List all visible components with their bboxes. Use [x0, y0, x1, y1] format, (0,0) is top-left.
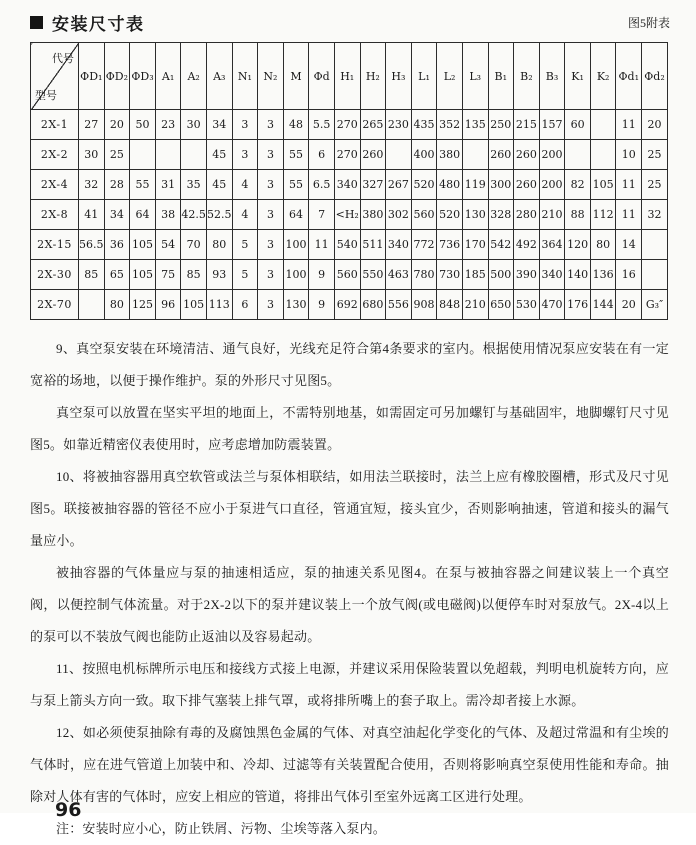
table-cell: 470	[539, 290, 565, 320]
table-cell: 463	[386, 260, 412, 290]
table-cell: 11	[616, 170, 642, 200]
table-cell: 352	[437, 110, 463, 140]
table-cell: 176	[565, 290, 591, 320]
column-header: H₃	[386, 43, 412, 110]
table-cell: 80	[104, 290, 130, 320]
table-cell: 105	[590, 170, 616, 200]
table-cell: 25	[642, 170, 668, 200]
table-cell: 42.5	[181, 200, 207, 230]
table-cell	[565, 140, 591, 170]
table-cell	[590, 110, 616, 140]
table-cell: 105	[130, 230, 156, 260]
table-cell: 14	[616, 230, 642, 260]
page-title: 安装尺寸表	[52, 15, 145, 34]
table-cell: 25	[104, 140, 130, 170]
table-row	[31, 230, 668, 260]
table-cell: 3	[232, 140, 258, 170]
table-cell: 267	[386, 170, 412, 200]
table-cell: 680	[360, 290, 386, 320]
table-cell: 5	[232, 260, 258, 290]
table-cell: 70	[181, 230, 207, 260]
table-cell: 135	[462, 110, 488, 140]
table-cell: 136	[590, 260, 616, 290]
table-cell: 170	[462, 230, 488, 260]
table-cell: 260	[360, 140, 386, 170]
table-cell: 64	[283, 200, 309, 230]
model-cell: 2X-1	[31, 110, 79, 140]
paragraph: 真空泵可以放置在坚实平坦的地面上，不需特别地基，如需固定可另加螺钉与基础固牢，地脚螺钉尺寸见图5。如靠近精密仪表使用时，应考虑增加防震装置。	[30, 405, 669, 452]
table-cell	[130, 140, 156, 170]
paragraph: 11、按照电机标牌所示电压和接线方式接上电源，并建议采用保险装置以免超载，判明电机旋转方向，应与泵上箭头方向一致。取下排气塞装上排气罩，或将排所嘴上的套子取上。需冷却者接上水源。	[30, 661, 669, 708]
table-cell: 3	[258, 290, 284, 320]
model-cell: 2X-2	[31, 140, 79, 170]
table-cell: 500	[488, 260, 514, 290]
table-cell	[590, 140, 616, 170]
model-cell: 2X-70	[31, 290, 79, 320]
column-header: Φd	[309, 43, 335, 110]
table-cell	[386, 140, 412, 170]
table-cell: 364	[539, 230, 565, 260]
column-header: N₁	[232, 43, 258, 110]
table-cell: 32	[79, 170, 105, 200]
column-header: B₁	[488, 43, 514, 110]
table-cell: 34	[206, 110, 232, 140]
paragraph: 12、如必须使泵抽除有毒的及腐蚀黑色金属的气体、对真空油起化学变化的气体、及超过常温和有尘埃的气体时，应在进气管道上加装中和、冷却、过滤等有关装置配合使用，否则将影响真空泵使用性能和寿命。抽除对人体有害的气体时，应安上相应的管道，将排出气体引至室外远离工区进行处理。	[30, 725, 669, 804]
table-cell	[642, 230, 668, 260]
column-header: ΦD₃	[130, 43, 156, 110]
table-cell: 50	[130, 110, 156, 140]
table-cell: 328	[488, 200, 514, 230]
table-cell: 3	[258, 200, 284, 230]
table-cell: 5	[232, 230, 258, 260]
table-cell: 327	[360, 170, 386, 200]
table-cell: 25	[642, 140, 668, 170]
table-cell: 390	[514, 260, 540, 290]
table-cell: 100	[283, 230, 309, 260]
table-cell: 11	[309, 230, 335, 260]
table-cell: 20	[642, 110, 668, 140]
table-cell: 736	[437, 230, 463, 260]
table-cell: 435	[411, 110, 437, 140]
table-cell	[155, 140, 181, 170]
corner-label-model: 型号	[35, 89, 57, 102]
table-cell: 9	[309, 260, 335, 290]
column-header: L₁	[411, 43, 437, 110]
table-cell: 492	[514, 230, 540, 260]
table-cell: 560	[334, 260, 360, 290]
table-row	[31, 290, 668, 320]
table-cell: 3	[258, 260, 284, 290]
table-cell: 265	[360, 110, 386, 140]
table-cell: <H₂	[334, 200, 360, 230]
table-row	[31, 140, 668, 170]
table-cell: 65	[104, 260, 130, 290]
column-header: K₂	[590, 43, 616, 110]
column-header: H₂	[360, 43, 386, 110]
table-cell: 60	[565, 110, 591, 140]
column-header: B₂	[514, 43, 540, 110]
table-cell: 112	[590, 200, 616, 230]
table-cell: 280	[514, 200, 540, 230]
table-cell: 9	[309, 290, 335, 320]
column-header: L₃	[462, 43, 488, 110]
table-cell: 32	[642, 200, 668, 230]
table-cell: 80	[590, 230, 616, 260]
table-cell: 23	[155, 110, 181, 140]
body-text	[0, 320, 696, 813]
table-cell: 56.5	[79, 230, 105, 260]
table-cell: 3	[258, 170, 284, 200]
table-cell: 260	[488, 140, 514, 170]
dimension-table	[30, 42, 668, 320]
column-header: A₁	[155, 43, 181, 110]
column-header: ΦD₂	[104, 43, 130, 110]
table-cell: 200	[539, 170, 565, 200]
table-cell: 85	[79, 260, 105, 290]
table-cell: 55	[283, 140, 309, 170]
bullet-square-icon	[30, 16, 43, 29]
table-cell: 100	[283, 260, 309, 290]
column-header: K₁	[565, 43, 591, 110]
table-cell: 556	[386, 290, 412, 320]
table-cell: 82	[565, 170, 591, 200]
table-cell	[79, 290, 105, 320]
table-cell: 540	[334, 230, 360, 260]
column-header: A₃	[206, 43, 232, 110]
table-row	[31, 110, 668, 140]
table-cell: 96	[155, 290, 181, 320]
note-text: 注：安装时应小心，防止铁屑、污物、尘埃等落入泵内。	[56, 821, 387, 836]
table-cell	[462, 140, 488, 170]
table-cell: 54	[155, 230, 181, 260]
table-cell: 36	[104, 230, 130, 260]
table-cell: 35	[181, 170, 207, 200]
table-row	[31, 170, 668, 200]
table-header-row	[31, 43, 668, 110]
column-header: Φd₁	[616, 43, 642, 110]
table-cell: 380	[360, 200, 386, 230]
column-header: N₂	[258, 43, 284, 110]
table-cell: 3	[258, 230, 284, 260]
table-cell: 520	[437, 200, 463, 230]
table-cell: 908	[411, 290, 437, 320]
table-cell: 300	[488, 170, 514, 200]
table-cell: 130	[283, 290, 309, 320]
table-cell: 105	[181, 290, 207, 320]
table-cell: 3	[258, 140, 284, 170]
table-cell: 560	[411, 200, 437, 230]
table-cell: 20	[104, 110, 130, 140]
table-cell: 140	[565, 260, 591, 290]
table-cell: 48	[283, 110, 309, 140]
page-number: 96	[55, 799, 82, 821]
table-cell: 45	[206, 170, 232, 200]
table-cell: 730	[437, 260, 463, 290]
table-cell: 30	[181, 110, 207, 140]
table-cell: 270	[334, 140, 360, 170]
corner-label-code: 代号	[52, 52, 74, 65]
column-header: H₁	[334, 43, 360, 110]
page-header	[0, 0, 696, 35]
table-cell: 848	[437, 290, 463, 320]
table-cell: 210	[462, 290, 488, 320]
column-header: ΦD₁	[79, 43, 105, 110]
table-cell: 6	[232, 290, 258, 320]
model-cell: 2X-4	[31, 170, 79, 200]
table-cell: 650	[488, 290, 514, 320]
table-cell: 30	[79, 140, 105, 170]
table-cell: 780	[411, 260, 437, 290]
table-cell: 113	[206, 290, 232, 320]
table-cell: 542	[488, 230, 514, 260]
table-cell: 28	[104, 170, 130, 200]
model-cell: 2X-15	[31, 230, 79, 260]
table-cell: 88	[565, 200, 591, 230]
table-cell: 215	[514, 110, 540, 140]
table-cell: 45	[206, 140, 232, 170]
table-cell: 270	[334, 110, 360, 140]
table-cell: 130	[462, 200, 488, 230]
table-cell: 64	[130, 200, 156, 230]
table-cell: 144	[590, 290, 616, 320]
table-cell: 16	[616, 260, 642, 290]
table-cell: 400	[411, 140, 437, 170]
table-cell: 93	[206, 260, 232, 290]
table-cell: 20	[616, 290, 642, 320]
table-cell	[181, 140, 207, 170]
table-cell: 200	[539, 140, 565, 170]
table-cell: 11	[616, 200, 642, 230]
table-cell: 340	[386, 230, 412, 260]
table-cell: 260	[514, 170, 540, 200]
table-cell: 480	[437, 170, 463, 200]
table-cell: 772	[411, 230, 437, 260]
paragraph: 9、真空泵安装在环境清洁、通气良好，光线充足符合第4条要求的室内。根据使用情况泵应安装在有一定宽裕的场地，以便于操作维护。泵的外形尺寸见图5。	[30, 341, 669, 388]
table-cell: 120	[565, 230, 591, 260]
table-cell: 55	[130, 170, 156, 200]
table-cell: 7	[309, 200, 335, 230]
model-cell: 2X-30	[31, 260, 79, 290]
table-cell: 550	[360, 260, 386, 290]
table-cell: 11	[616, 110, 642, 140]
table-cell: 85	[181, 260, 207, 290]
table-cell: 692	[334, 290, 360, 320]
table-cell: 3	[258, 110, 284, 140]
table-cell: 340	[539, 260, 565, 290]
table-cell: 511	[360, 230, 386, 260]
table-cell: 210	[539, 200, 565, 230]
table-cell: 55	[283, 170, 309, 200]
column-header: A₂	[181, 43, 207, 110]
table-cell: 10	[616, 140, 642, 170]
table-cell: 4	[232, 200, 258, 230]
table-row	[31, 260, 668, 290]
figure-ref-label: 图5附表	[627, 16, 670, 30]
table-corner-cell	[31, 43, 79, 110]
column-header: M	[283, 43, 309, 110]
table-cell: 230	[386, 110, 412, 140]
note-section	[0, 813, 696, 845]
model-cell: 2X-8	[31, 200, 79, 230]
column-header: B₃	[539, 43, 565, 110]
paragraph: 被抽容器的气体量应与泵的抽速相适应，泵的抽速关系见图4。在泵与被抽容器之间建议装上一个真空阀，以便控制气体流量。对于2X-2以下的泵并建议装上一个放气阀(或电磁阀)以便停车时对泵放气。2X-4以上的泵可以不装放气阀也能防止返油以及容易起动。	[30, 565, 669, 644]
table-cell: 27	[79, 110, 105, 140]
table-cell: 520	[411, 170, 437, 200]
table-cell: 105	[130, 260, 156, 290]
table-cell: 80	[206, 230, 232, 260]
table-cell: 3	[232, 110, 258, 140]
column-header: L₂	[437, 43, 463, 110]
table-cell: 380	[437, 140, 463, 170]
table-cell: 530	[514, 290, 540, 320]
table-cell: 31	[155, 170, 181, 200]
table-cell: 157	[539, 110, 565, 140]
table-cell: 250	[488, 110, 514, 140]
table-row	[31, 200, 668, 230]
table-cell: 260	[514, 140, 540, 170]
table-cell: 185	[462, 260, 488, 290]
table-cell: 4	[232, 170, 258, 200]
table-cell: 6.5	[309, 170, 335, 200]
table-cell: 119	[462, 170, 488, 200]
table-cell: 5.5	[309, 110, 335, 140]
table-cell: G₃″	[642, 290, 668, 320]
table-cell: 125	[130, 290, 156, 320]
table-cell: 52.5	[206, 200, 232, 230]
table-cell: 340	[334, 170, 360, 200]
table-cell: 38	[155, 200, 181, 230]
table-cell: 41	[79, 200, 105, 230]
table-cell	[642, 260, 668, 290]
table-cell: 75	[155, 260, 181, 290]
table-cell: 34	[104, 200, 130, 230]
column-header: Φd₂	[642, 43, 668, 110]
paragraph: 10、将被抽容器用真空软管或法兰与泵体相联结，如用法兰联接时，法兰上应有橡胶圈槽，形式及尺寸见图5。联接被抽容器的管径不应小于泵进气口直径，管通宜短，接头宜少，否则影响抽速，管道和接头的漏气量应小。	[30, 469, 669, 548]
table-cell: 6	[309, 140, 335, 170]
table-cell: 302	[386, 200, 412, 230]
